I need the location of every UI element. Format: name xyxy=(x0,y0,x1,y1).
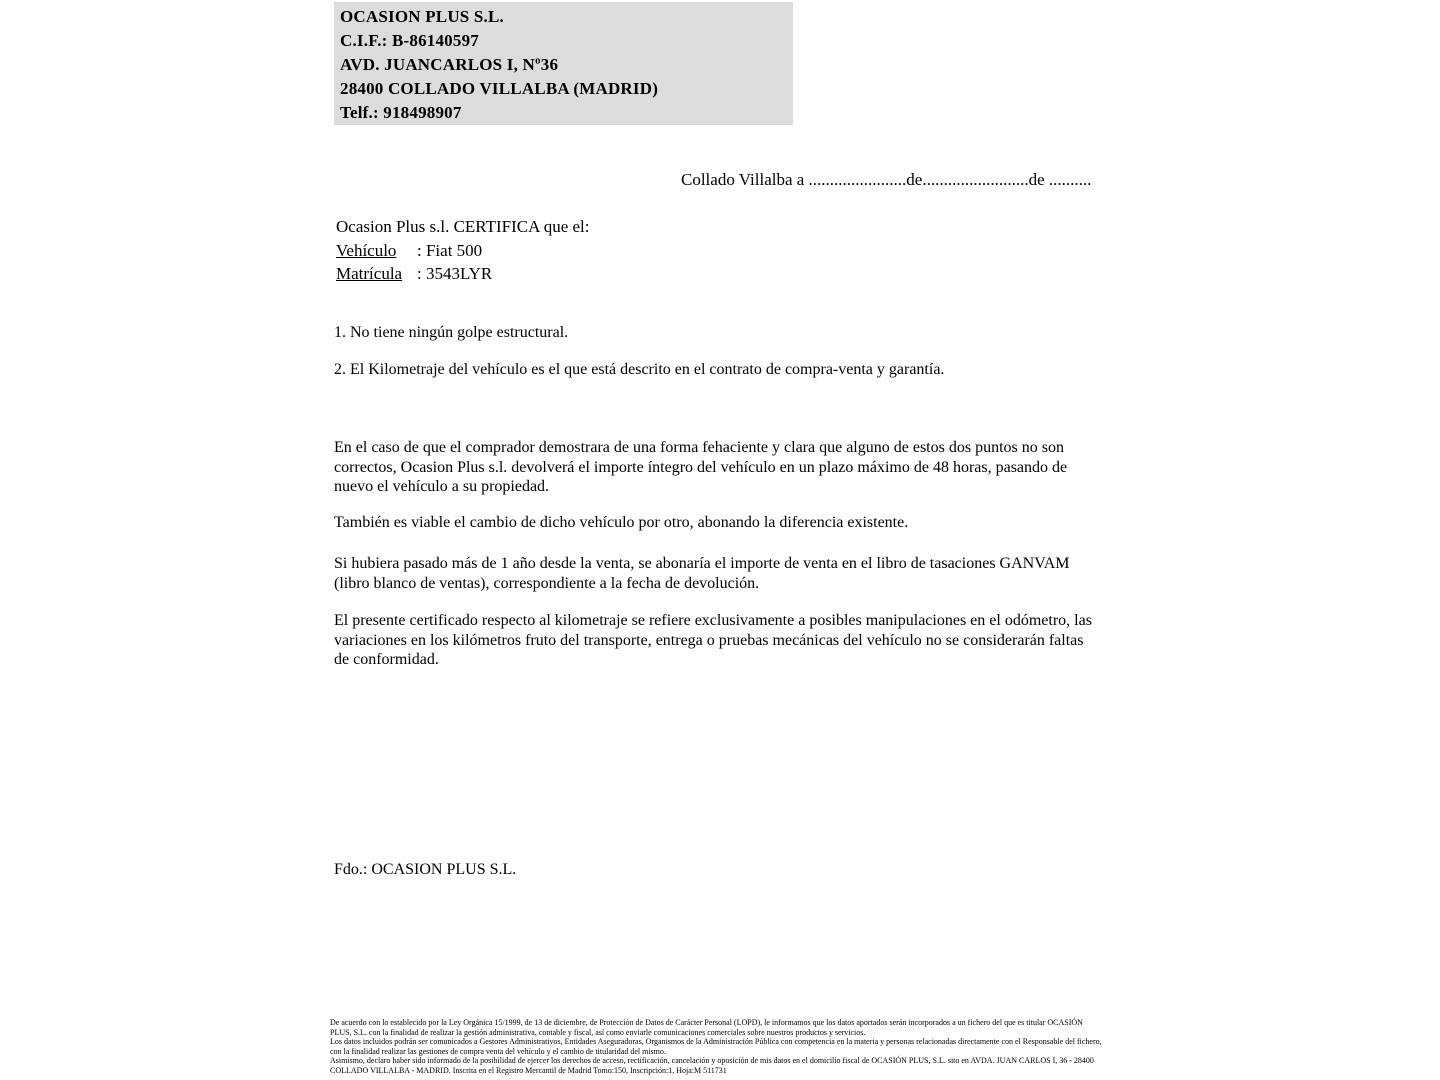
date-line: Collado Villalba a .......................de.........................de .......... xyxy=(681,170,1092,189)
certify-intro: Ocasion Plus s.l. CERTIFICA que el: xyxy=(336,217,590,236)
body-paragraph-refund: En el caso de que el comprador demostrara de una forma fehaciente y clara que alguno de estos dos puntos no son correctos, Ocasion Plus s.l. devolverá el importe íntegro del vehículo en un plazo máximo de 48 horas, pasando de nuevo el vehículo a su propiedad. xyxy=(334,439,1068,496)
vehicle-label: Vehículo xyxy=(336,240,397,260)
company-cif: C.I.F.: B-86140597 xyxy=(340,31,479,50)
legal-paragraph-rights: Asimismo, declaro haber sido informado de la posibilidad de ejercer los derechos de acceso, rectificación, cancelación y oposición de mis datos en el domicilio fiscal de OCASIÓN PLUS, S.L. sito en AVDA. JUAN CARLOS I, 36 - 28400 COLLADO VILLALBA - MADRID. Inscrita en el Registro Mercantil de Madrid Tomo:150, Inscripción:1, Hoja:M 511731 xyxy=(330,1056,1094,1075)
legal-paragraph-data-sharing: Los datos incluidos podrán ser comunicados a Gestores Administrativos, Entidades Aseguradoras, Organismos de la Administración Pública con competencia en la materia y personas relacionadas directamente con el Responsable del fichero, con la finalidad realizar las gestiones de compra venta del vehículo y el cambio de titularidad del mismo. xyxy=(330,1037,1102,1056)
body-paragraph-odometer: El presente certificado respecto al kilometraje se refiere exclusivamente a posibles manipulaciones en el odómetro, las variaciones en los kilómetros fruto del transporte, entrega o pruebas mecánicas del vehículo no se considerarán faltas de conformidad. xyxy=(334,612,1092,669)
certify-block xyxy=(336,215,590,286)
legal-notice xyxy=(330,1018,1104,1076)
company-address: AVD. JUANCARLOS I, Nº36 xyxy=(340,55,559,74)
signature-line: Fdo.: OCASION PLUS S.L. xyxy=(334,861,517,878)
certificate-point-2: 2. El Kilometraje del vehículo es el que está descrito en el contrato de compra-venta y garantía. xyxy=(334,361,945,378)
body-paragraph-ganvam: Si hubiera pasado más de 1 año desde la venta, se abonaría el importe de venta en el libro de tasaciones GANVAM (libro blanco de ventas), correspondiente a la fecha de devolución. xyxy=(334,555,1070,592)
company-phone: Telf.: 918498907 xyxy=(340,103,462,122)
plate-value: : 3543LYR xyxy=(417,264,493,283)
company-postal-city: 28400 COLLADO VILLALBA (MADRID) xyxy=(340,79,659,98)
plate-row xyxy=(336,262,590,286)
vehicle-value: : Fiat 500 xyxy=(417,240,483,260)
plate-label: Matrícula xyxy=(336,264,403,283)
company-header-box xyxy=(334,2,793,125)
vehicle-row xyxy=(336,239,590,263)
certificate-point-1: 1. No tiene ningún golpe estructural. xyxy=(334,324,569,341)
legal-paragraph-lopd: De acuerdo con lo establecido por la Ley Orgánica 15/1999, de 13 de diciembre, de Protección de Datos de Carácter Personal (LOPD), le informamos que los datos aportados serán incorporados a un fichero del que es titular OCASIÓN PLUS, S.L. con la finalidad de realizar la gestión administrativa, contable y fiscal, así como enviarle comunicaciones comerciales sobre nuestros productos y servicios. xyxy=(330,1018,1083,1037)
company-name: OCASION PLUS S.L. xyxy=(340,7,504,26)
body-paragraph-exchange: También es viable el cambio de dicho vehículo por otro, abonando la diferencia existente. xyxy=(334,514,909,531)
